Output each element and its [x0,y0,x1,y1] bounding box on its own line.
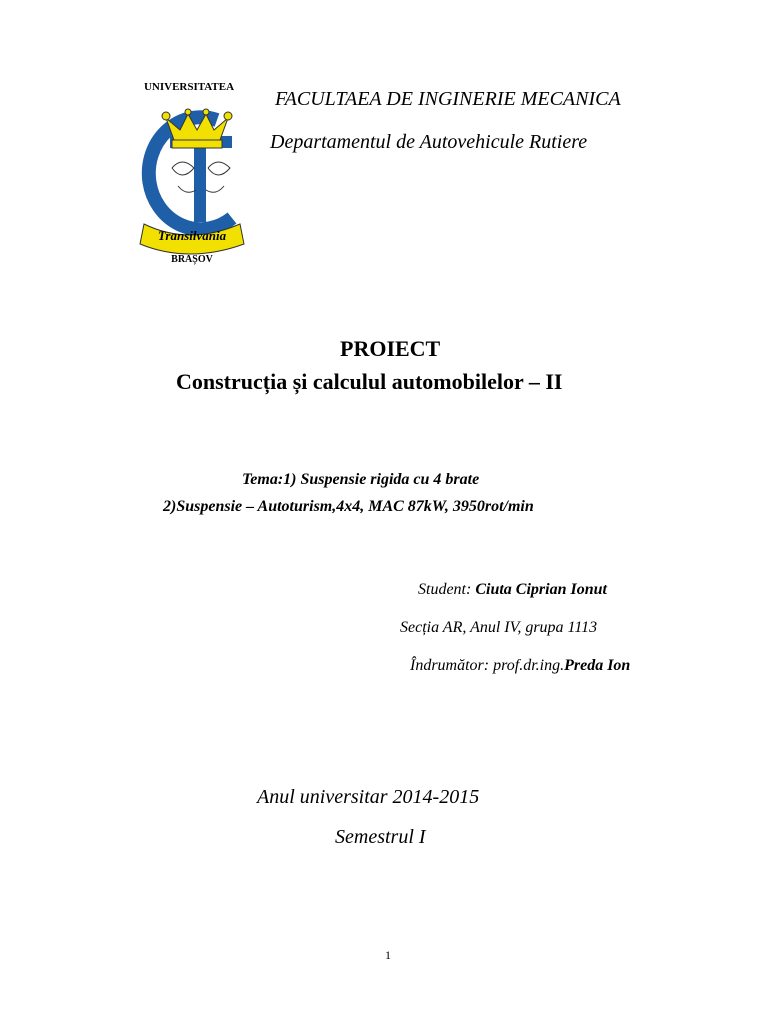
logo-t-stem [194,142,206,222]
course-title: Construcția și calculul automobilelor – II [176,369,563,394]
theme-line-2: 2)Suspensie – Autoturism,4x4, MAC 87kW, 3950rot/min [163,498,534,515]
project-heading: PROIECT [340,336,441,361]
section-line: Secția AR, Anul IV, grupa 1113 [400,619,598,636]
logo-ribbon-text: Transilvania [157,228,227,243]
advisor-line [410,657,630,675]
student-label: Student: [418,581,476,598]
faculty-name: FACULTAEA DE INGINERIE MECANICA [275,88,621,110]
logo-bottom-text: BRAȘOV [171,254,213,265]
semester: Semestrul I [335,826,426,848]
student-line [418,581,607,599]
theme-line-1: Tema:1) Suspensie rigida cu 4 brate [242,471,480,488]
advisor-name: Preda Ion [564,657,631,674]
advisor-label: Îndrumător: prof.dr.ing. [410,657,565,674]
student-name: Ciuta Ciprian Ionut [475,581,607,598]
university-logo [122,78,256,266]
academic-year: Anul universitar 2014-2015 [257,786,480,808]
department-name: Departamentul de Autovehicule Rutiere [270,131,588,153]
page-number: 1 [385,948,391,962]
logo-top-text: UNIVERSITATEA [143,81,235,93]
